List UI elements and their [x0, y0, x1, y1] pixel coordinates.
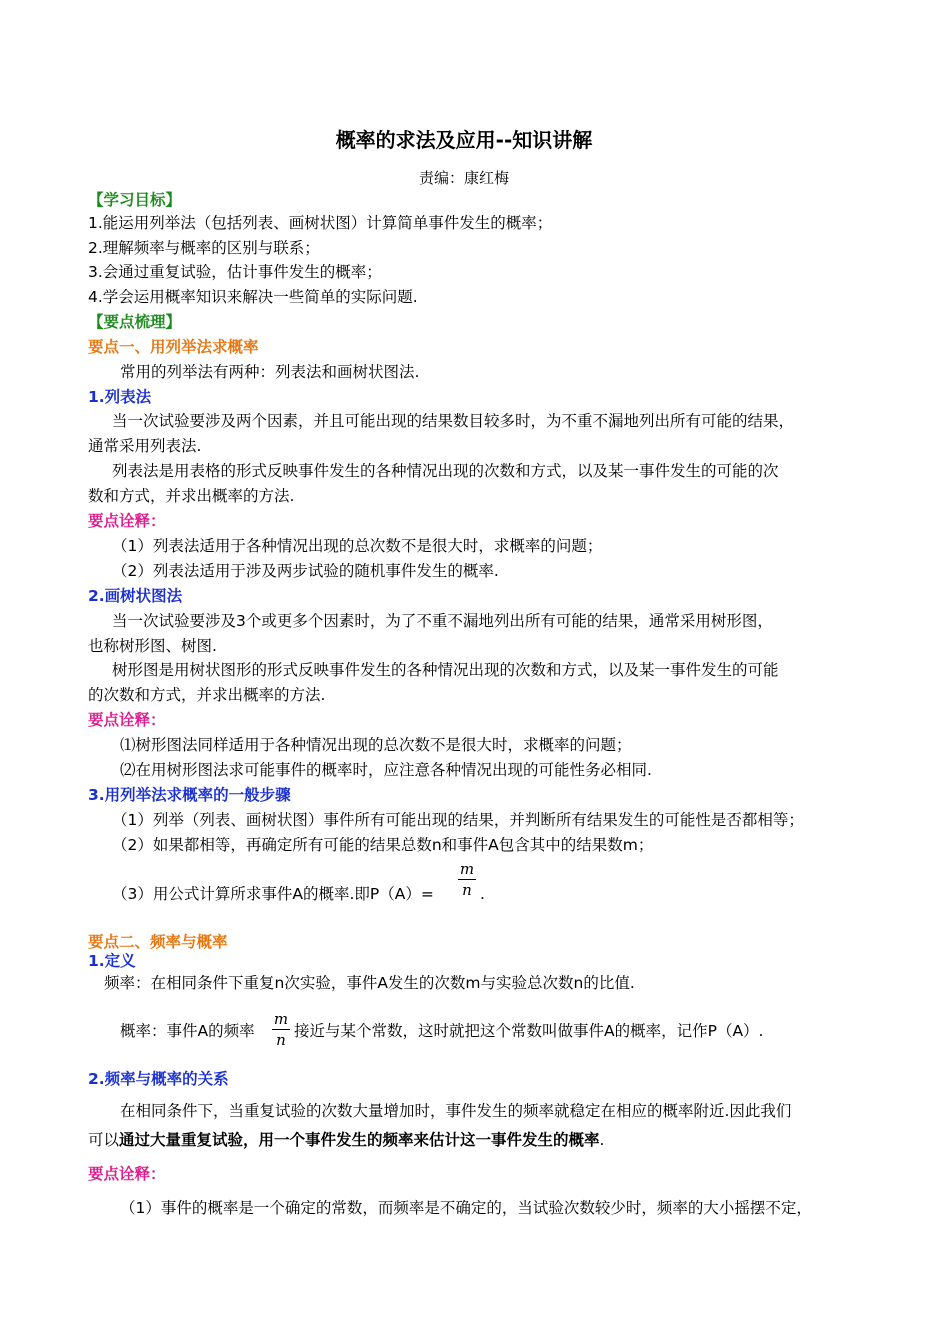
step-end: .: [480, 885, 485, 903]
point2-heading: 要点二、频率与概率: [88, 933, 228, 951]
goal-item: 3.会通过重复试验，估计事件发生的概率；: [88, 263, 382, 281]
emphasis-text: 通过大量重复试验，用一个事件发生的频率来估计这一事件发生的概率: [119, 1131, 600, 1149]
goal-item: 4.学会运用概率知识来解决一些简单的实际问题.: [88, 288, 418, 306]
point1-heading: 要点一、用列举法求概率: [88, 338, 259, 356]
note-heading: 要点诠释：: [88, 512, 166, 530]
paragraph-line: 树形图是用树状图形的形式反映事件发生的各种情况出现的次数和方式，以及某一事件发生的可能: [112, 661, 779, 679]
fraction-denominator: n: [276, 1031, 286, 1049]
paragraph-line: 也称树形图、树图.: [88, 637, 217, 655]
note-item: ⑵在用树形图法求可能事件的概率时，应注意各种情况出现的可能性务必相同.: [120, 761, 652, 779]
fraction-bar: [272, 1029, 290, 1030]
step-item: （3）用公式计算所求事件A的概率.即P（A）=: [112, 885, 434, 903]
outline-heading: 【要点梳理】: [88, 313, 182, 331]
editor-line: 责编：康红梅: [418, 169, 509, 187]
paragraph-line: 通常采用列表法.: [88, 437, 202, 455]
paragraph-line: [88, 1130, 604, 1150]
fraction-m-over-n: [272, 1010, 290, 1049]
note-item: （2）列表法适用于涉及两步试验的随机事件发生的概率.: [112, 562, 499, 580]
paragraph-line: 列表法是用表格的形式反映事件发生的各种情况出现的次数和方式，以及某一事件发生的可能的次: [112, 462, 779, 480]
note-item: （1）列表法适用于各种情况出现的总次数不是很大时，求概率的问题；: [112, 537, 603, 555]
paragraph-line: 当一次试验要涉及两个因素，并且可能出现的结果数目较多时，为不重不漏地列出所有可能的结果，: [112, 412, 795, 430]
frequency-definition: 频率：在相同条件下重复n次实验，事件A发生的次数m与实验总次数n的比值.: [104, 974, 635, 992]
paragraph-text: .: [599, 1131, 605, 1149]
paragraph-line: 数和方式，并求出概率的方法.: [88, 487, 295, 505]
step-item: （1）列举（列表、画树状图）事件所有可能出现的结果，并判断所有结果发生的可能性是否都相等；: [112, 811, 804, 829]
fraction-bar: [458, 879, 476, 880]
fraction-denominator: n: [462, 881, 472, 899]
paragraph-line: 当一次试验要涉及3个或更多个因素时，为了不重不漏地列出所有可能的结果，通常采用树形图，: [112, 612, 773, 630]
probability-definition-a: 概率：事件A的频率: [120, 1022, 255, 1040]
note-item: （1）事件的概率是一个确定的常数，而频率是不确定的，当试验次数较少时，频率的大小摇摆不定，: [120, 1199, 812, 1217]
goal-item: 1.能运用列举法（包括列表、画树状图）计算简单事件发生的概率；: [88, 214, 553, 232]
paragraph-line: 的次数和方式，并求出概率的方法.: [88, 686, 326, 704]
paragraph-text: 可以: [88, 1131, 120, 1149]
probability-definition-b: 接近与某个常数，这时就把这个常数叫做事件A的概率，记作P（A）.: [294, 1022, 764, 1040]
step-item: （2）如果都相等，再确定所有可能的结果总数n和事件A包含其中的结果数m；: [112, 836, 654, 854]
section-relation-heading: 2.频率与概率的关系: [88, 1070, 229, 1088]
section-list-method-heading: 1.列表法: [88, 388, 152, 406]
note-item: ⑴树形图法同样适用于各种情况出现的总次数不是很大时，求概率的问题；: [120, 736, 632, 754]
page-title: 概率的求法及应用--知识讲解: [335, 128, 593, 152]
section-tree-method-heading: 2.画树状图法: [88, 587, 183, 605]
fraction-numerator: m: [459, 860, 475, 878]
fraction-numerator: m: [273, 1010, 289, 1028]
goals-heading: 【学习目标】: [88, 191, 182, 209]
section-definition-heading: 1.定义: [88, 952, 136, 970]
section-steps-heading: 3.用列举法求概率的一般步骤: [88, 786, 291, 804]
note-heading: 要点诠释：: [88, 1165, 166, 1183]
goal-item: 2.理解频率与概率的区别与联系；: [88, 239, 320, 257]
fraction-m-over-n: [458, 860, 476, 899]
note-heading: 要点诠释：: [88, 711, 166, 729]
paragraph-line: 在相同条件下，当重复试验的次数大量增加时，事件发生的频率就稳定在相应的概率附近.因此我们: [120, 1102, 792, 1120]
point1-intro: 常用的列举法有两种：列表法和画树状图法.: [120, 363, 420, 381]
